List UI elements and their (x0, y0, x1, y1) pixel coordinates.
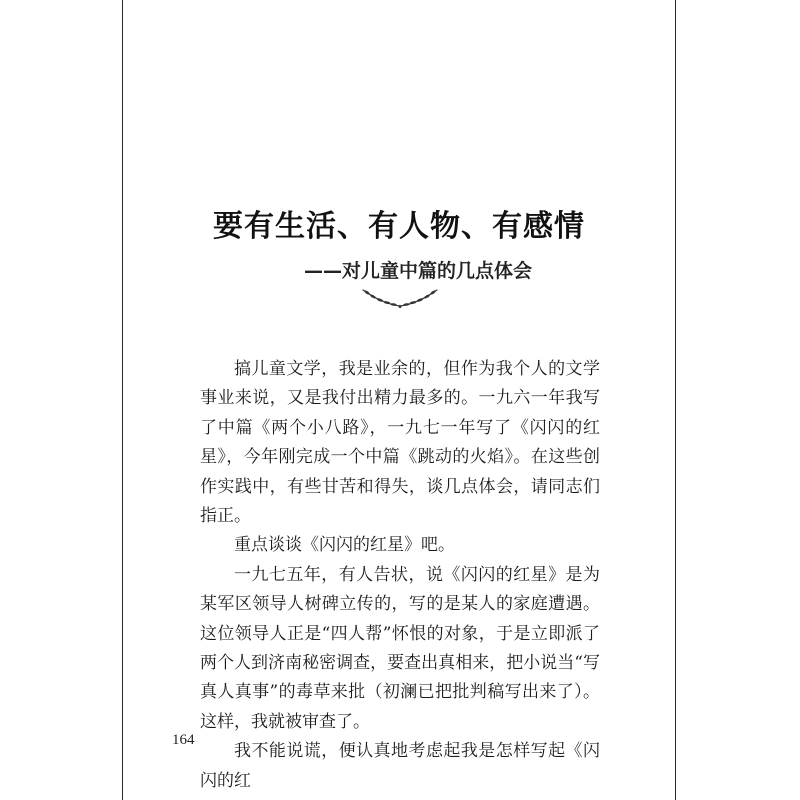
page-edge-right (675, 0, 676, 800)
paragraph: 一九七五年，有人告状，说《闪闪的红星》是为某军区领导人树碑立传的，写的是某人的家庭遭遇。这位领导人正是“四人帮”怀恨的对象，于是立即派了两个人到济南秘密调查，要查出真相来，把小说当“写真人真事”的毒草来批（初澜已把批判稿写出来了）。这样，我就被审查了。 (200, 564, 600, 732)
laurel-wreath-icon (355, 284, 445, 310)
article-title: 要有生活、有人物、有感情 (213, 209, 585, 244)
article-body (200, 355, 600, 796)
page-edge-left (122, 0, 123, 800)
paragraph: 重点谈谈《闪闪的红星》吧。 (234, 535, 455, 556)
paragraph: 我不能说谎，便认真地考虑起我是怎样写起《闪闪的红 (200, 741, 600, 791)
paragraph: 搞儿童文学，我是业余的，但作为我个人的文学事业来说，又是我付出精力最多的。一九六一年我写了中篇《两个小八路》，一九七一年写了《闪闪的红星》，今年刚完成一个中篇《跳动的火焰》。在这些创作实践中，有些甘苦和得失，谈几点体会，请同志们指正。 (200, 359, 600, 527)
article-subtitle: ——对儿童中篇的几点体会 (304, 260, 533, 282)
page-number: 164 (172, 732, 195, 748)
